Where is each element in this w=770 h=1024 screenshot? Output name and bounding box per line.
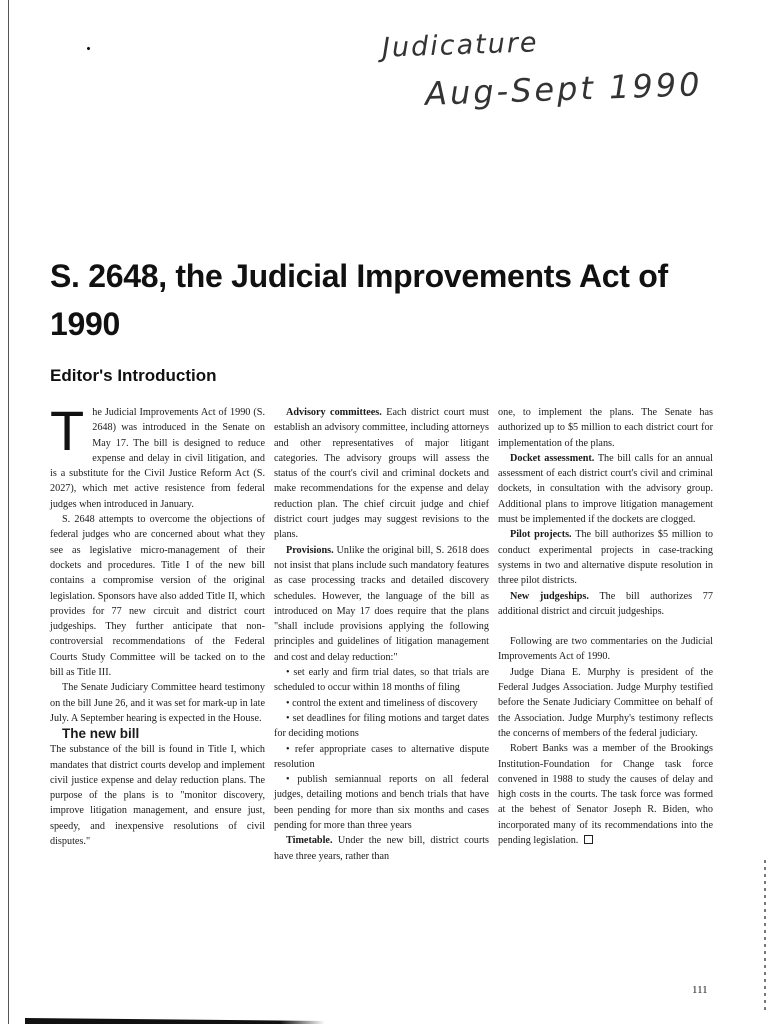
page-number: 111	[692, 984, 708, 996]
paragraph: one, to implement the plans. The Senate has authorized up to $5 million to each district court for implementation of the plans.	[498, 407, 713, 449]
bullet-item: • set deadlines for filing motions and target dates for deciding motions	[274, 712, 489, 740]
intro-paragraph-text: he Judicial Improvements Act of 1990 (S. 2648) was introduced in the Senate on May 17. The bill is designed to reduce expense and delay in civil litigation, and is a substitute for the Civil Justice Reform Act (S. 2027), which met active resistence from federal judges when introduced in January.	[50, 407, 265, 510]
run-in-heading: Timetable.	[286, 835, 333, 847]
bullet-item: • control the extent and timeliness of discovery	[286, 697, 478, 709]
run-in-heading: New judgeships.	[510, 590, 589, 602]
paragraph	[498, 589, 713, 620]
paragraph-gap	[498, 619, 713, 634]
paragraph	[274, 833, 489, 864]
bullet-item: • publish semiannual reports on all federal judges, detailing motions and bench trials that have been pending for more than six months and cases pending for more than three years	[274, 774, 489, 832]
stray-ink-mark	[86, 46, 90, 50]
article-subtitle: Editor's Introduction	[50, 366, 217, 385]
paragraph-text: The bill authorizes $5 million to conduct experimental projects in case-tracking systems in two and alternative dispute resolution in three pilot districts.	[498, 529, 713, 587]
article-title: S. 2648, the Judicial Improvements Act of 1990	[50, 258, 668, 342]
paragraph-text: Unlike the original bill, S. 2618 does not insist that plans include such mandatory features as case processing tracks and detailed discovery schedules. However, the language of the bill as introduced on May 17 does require that the plans "shall include provisions applying the following principles and guidelines of litigation management and cost and delay reduction:"	[274, 544, 489, 663]
scan-bottom-smudge	[25, 1014, 325, 1024]
paragraph: The Senate Judiciary Committee heard testimony on the bill June 26, and it was set for mark-up in late July. A September hearing is expected in the House.	[50, 682, 265, 724]
paragraph: Judge Diana E. Murphy is president of the Federal Judges Association. Judge Murphy testified before the Senate Judiciary Committee on behalf of the Association. Judge Murphy's testimony reflects the concerns of members of the federal judiciary.	[498, 666, 713, 739]
run-in-heading: Advisory committees.	[286, 407, 382, 418]
paragraph-text: Robert Banks was a member of the Brookings Institution-Foundation for Change task force convened in 1988 to study the causes of delay and high costs in the courts. The task force was formed at the behest of Senator Joseph R. Biden, who incorporated many of its recommendations into the pending legislation.	[498, 743, 713, 847]
paragraph: S. 2648 attempts to overcome the objections of federal judges who are concerned about what they see as legislative micro-management of their dockets and procedures. Title I of the new bill contains a compromise version of the original legislation. Sponsors have also added Title II, which provides for 77 new circuit and district court judgeships. They further anticipate that non-controversial recommendations of the Federal Courts Study Committee will be tacked on to the bill as Title III.	[50, 514, 265, 679]
handwritten-note-date: Aug-Sept 1990	[424, 65, 704, 113]
paragraph	[274, 405, 489, 543]
paragraph	[498, 741, 713, 848]
text-column-3	[498, 405, 713, 848]
scan-edge-marks	[764, 860, 766, 1010]
drop-cap: T	[50, 399, 85, 462]
paragraph-text: Under the new bill, district courts have three years, rather than	[274, 835, 490, 862]
text-column-2	[274, 405, 489, 864]
paragraph: The substance of the bill is found in Title I, which mandates that district courts develop and implement civil justice expense and delay reduction plans. The purpose of the plans is to "monitor discovery, improve litigation management, and ensure just, speedy, and inexpensive resolutions of civil disputes."	[50, 744, 265, 848]
paragraph	[274, 543, 489, 665]
end-of-article-mark	[584, 835, 593, 844]
paragraph-text: The bill authorizes 77 additional district and circuit judgeships.	[498, 590, 713, 617]
bullet-item: • refer appropriate cases to alternative dispute resolution	[274, 743, 489, 770]
handwritten-note-journal: Judicature	[381, 27, 540, 64]
paragraph-text: Each district court must establish an advisory committee, including attorneys and other representatives of major litigant categories. The advisory groups will assess the status of the court's civil and criminal dockets and make recommendations for the expense and delay reduction plan. The chief circuit judge and chief district court judges may suggest revisions to the plans.	[274, 407, 490, 541]
section-heading: The new bill	[62, 726, 140, 742]
paragraph	[498, 527, 713, 588]
bullet-item: • set early and firm trial dates, so that trials are scheduled to occur within 18 months of filing	[274, 667, 489, 694]
paragraph-text: The bill calls for an annual assessment of each district court's civil and criminal dockets, in consultation with the advisory group. Additional plans to improve litigation management must be implemented if the dockets are clogged.	[498, 452, 713, 526]
run-in-heading: Docket assessment.	[510, 452, 595, 464]
paragraph	[498, 451, 713, 527]
left-margin-line	[8, 0, 9, 1024]
run-in-heading: Provisions.	[286, 544, 334, 556]
paragraph: Following are two commentaries on the Judicial Improvements Act of 1990.	[498, 636, 713, 663]
intro-paragraph	[50, 399, 265, 512]
run-in-heading: Pilot projects.	[510, 529, 572, 541]
text-column-1	[50, 399, 265, 849]
